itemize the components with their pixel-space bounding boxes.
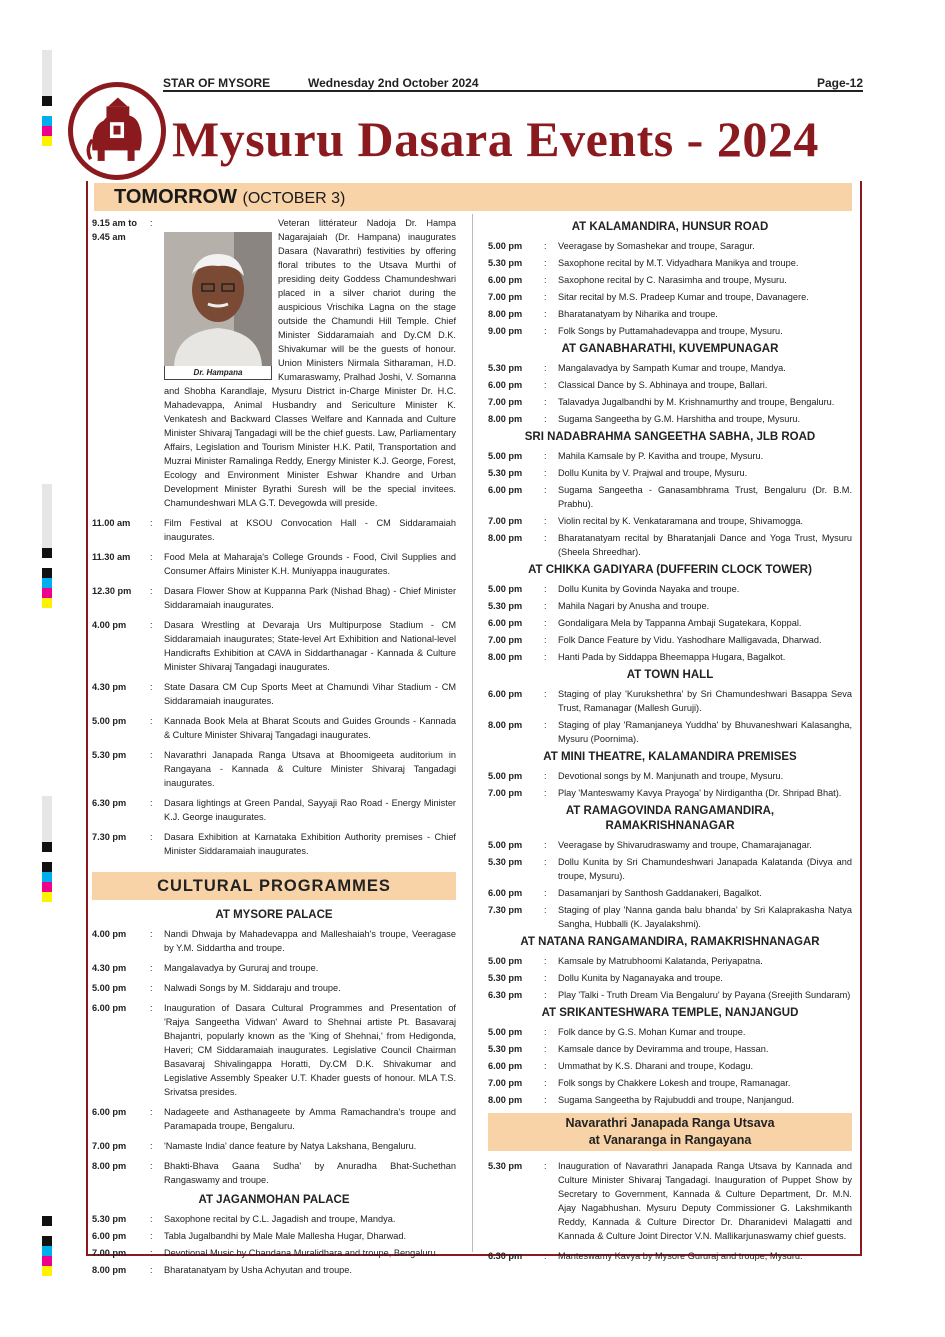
event-row: 5.30 pm : Saxophone recital by M.T. Vidyadhara Manikya and troupe. [488,256,852,270]
event-time: 7.00 pm [488,292,523,302]
registration-marks-middle [42,484,52,608]
event-time: 6.30 pm [488,1251,523,1261]
event-time: 6.00 pm [488,618,523,628]
event-description: Bharatanatyam by Niharika and troupe. [558,309,718,319]
event-row: 7.00 pm : Sitar recital by M.S. Pradeep Kumar and troupe, Davanagere. [488,290,852,304]
event-time: 6.00 pm [488,485,523,495]
publication-name: STAR OF MYSORE [163,76,271,90]
event-row: 6.30 pm : Dasara lightings at Green Pandal, Sayyaji Rao Road - Energy Minister K.J. George inaugurates. [92,798,456,822]
event-time: 8.00 pm [488,1095,523,1105]
event-description: Inauguration of Dasara Cultural Programmes and Presentation of 'Rajya Sangeetha Vidwan' Award to Shehnai artiste Pt. Basavaraj Bhajantri, popularly known as the 'King of Shehnai,' from Hedigonda, Haveri; CM Siddaramaiah inaugurates. Legislative Council Chairman Basavaraj Shivalingappa Horatti, Dy.CM D.K. Shivakumar and Legislative Assembly Speaker U.T. Khader guests of honour. MLA T.S. Srivatsa presides. [164,1003,456,1097]
event-description: Devotional Music by Chandana Muralidhara and troupe, Bengaluru. [164,1248,439,1258]
event-time: 5.00 pm [488,956,523,966]
page-number: Page-12 [816,76,863,90]
event-row: 6.00 pm : Dasamanjari by Santhosh Gaddanakeri, Bagalkot. [488,886,852,900]
event-time: 5.00 pm [488,584,523,594]
event-time: 8.00 pm [488,533,523,543]
venue-heading: AT MINI THEATRE, KALAMANDIRA PREMISES [543,751,797,763]
event-row: 6.00 pm : Ummathat by K.S. Dharani and troupe, Kodagu. [488,1059,852,1073]
event-row: 8.00 pm : Bhakti-Bhava Gaana Sudha' by Anuradha Bhat-Suchethan Rangaswamy and troupe. [92,1161,456,1185]
event-row: 5.00 pm : Devotional songs by M. Manjunath and troupe, Mysuru. [488,769,852,783]
event-description: Food Mela at Maharaja's College Grounds - Food, Civil Supplies and Consumer Affairs Minister K.H. Muniyappa inaugurates. [164,552,456,576]
cultural-programmes-heading: CULTURAL PROGRAMMES [92,872,456,900]
event-row: 5.30 pm : Dollu Kunita by Sri Chamundeshwari Janapada Kalatanda (Divya and troupe, Mysuru). [488,857,852,881]
event-description: Dollu Kunita by V. Prajwal and troupe, Mysuru. [558,468,748,478]
event-row: 6.00 pm : Classical Dance by S. Abhinaya and troupe, Ballari. [488,378,852,392]
tomorrow-banner [94,183,852,211]
event-row: 6.30 pm : Manteswamy Kavya by Mysore Gururaj and troupe, Mysuru. [488,1249,852,1263]
event-description: Dasara lightings at Green Pandal, Sayyaji Rao Road - Energy Minister K.J. George inaugurates. [164,798,456,822]
event-description: Play 'Talki - Truth Dream Via Bengaluru' by Payana (Sreejith Sundaram) [558,990,851,1000]
event-time: 7.00 pm [488,1078,523,1088]
event-time: 5.30 pm [92,750,127,760]
right-column [488,216,852,1269]
event-row: 6.00 pm : Gondaligara Mela by Tappanna Ambaji Sugatekara, Koppal. [488,616,852,630]
event-description [164,216,456,510]
event-time: 4.30 pm [92,682,127,692]
event-row: 8.00 pm : Bharatanatyam recital by Bharatanjali Dance and Yoga Trust, Mysuru (Sheela Shreedhar). [488,533,852,557]
rangayana-heading-line1: Navarathri Janapada Ranga Utsava [565,1116,775,1130]
event-row: 5.30 pm : Dollu Kunita by Naganayaka and troupe. [488,971,852,985]
venue-heading: AT JAGANMOHAN PALACE [198,1194,350,1206]
event-row: 9.00 pm : Folk Songs by Puttamahadevappa and troupe, Mysuru. [488,324,852,338]
hampana-photo-block [164,232,272,382]
event-time: 6.00 pm [92,1231,127,1241]
event-time: 7.30 pm [92,832,127,842]
venue-heading: AT NATANA RANGAMANDIRA, RAMAKRISHNANAGAR [520,936,820,948]
event-time: 12.30 pm [92,586,132,596]
event-time: 11.00 am [92,518,131,528]
event-row: 5.00 pm : Dollu Kunita by Govinda Nayaka and troupe. [488,582,852,596]
event-row: 5.30 pm : Kamsale dance by Deviramma and troupe, Hassan. [488,1042,852,1056]
photo-caption: Dr. Hampana [164,366,272,380]
event-description: Hanti Pada by Siddappa Bheemappa Hugara, Bagalkot. [558,652,786,662]
event-description: Devotional songs by M. Manjunath and troupe, Mysuru. [558,771,784,781]
event-description: Folk dance by G.S. Mohan Kumar and troupe. [558,1027,746,1037]
event-description: State Dasara CM Cup Sports Meet at Chamundi Vihar Stadium - CM Siddaramaiah inaugurates. [164,682,456,706]
event-description: Dasara Wrestling at Devaraja Urs Multipurpose Stadium - CM Siddaramaiah inaugurates; State-level Art Exhibition and National-level Handicrafts Exhibition at CAVA in Siddarthanagar - Kannada & Culture Minister Shivaraj Tangadagi inaugurates. [164,620,456,672]
event-row: 12.30 pm : Dasara Flower Show at Kuppanna Park (Nishad Bhag) - Chief Minister Siddaramaiah inaugurates. [92,586,456,610]
event-row: 4.30 pm : Mangalavadya by Gururaj and troupe. [92,961,456,975]
event-row: 7.30 pm : Dasara Exhibition at Karnataka Exhibition Authority premises - Chief Minister Siddaramaiah inaugurates. [92,832,456,856]
event-time: 5.30 pm [488,857,523,867]
event-description: Dollu Kunita by Naganayaka and troupe. [558,973,723,983]
venue-heading: SRI NADABRAHMA SANGEETHA SABHA, JLB ROAD [524,431,816,443]
event-description: Mahila Kamsale by P. Kavitha and troupe, Mysuru. [558,451,764,461]
event-description: Violin recital by K. Venkataramana and troupe, Shivamogga. [558,516,803,526]
registration-marks-top [42,50,52,146]
event-time: 5.30 pm [92,1214,127,1224]
event-time: 8.00 pm [92,1161,127,1171]
event-description: Saxophone recital by M.T. Vidyadhara Manikya and troupe. [558,258,799,268]
event-description: Sitar recital by M.S. Pradeep Kumar and troupe, Davanagere. [558,292,809,302]
column-divider [472,214,473,1252]
event-description: Sugama Sangeetha - Ganasambhrama Trust, Bengaluru (Dr. B.M. Prabhu). [558,485,852,509]
event-description: Navarathri Janapada Ranga Utsava at Bhoomigeeta auditorium in Rangayana - Kannada & Culture Minister Shivaraj Tangadagi inaugurates. [164,750,456,788]
venue-heading: AT CHIKKA GADIYARA (DUFFERIN CLOCK TOWER) [528,564,812,576]
event-time: 7.00 pm [92,1141,127,1151]
event-description: Sugama Sangeetha by Rajubuddi and troupe, Nanjangud. [558,1095,794,1105]
event-row: 8.00 pm : Bharatanatyam by Niharika and troupe. [488,307,852,321]
event-time: 5.00 pm [488,771,523,781]
event-time: 8.00 pm [488,309,523,319]
event-row: 5.30 pm : Navarathri Janapada Ranga Utsava at Bhoomigeeta auditorium in Rangayana - Kannada & Culture Minister Shivaraj Tangadagi inaugurates. [92,750,456,788]
tomorrow-label: TOMORROW [114,186,237,208]
event-description: Dollu Kunita by Govinda Nayaka and troupe. [558,584,740,594]
event-description: Nadageete and Asthanageete by Amma Ramachandra's troupe and Paramapada troupe, Bengaluru. [164,1107,456,1131]
event-time: 6.00 pm [488,689,523,699]
event-description: Mangalavadya by Gururaj and troupe. [164,963,319,973]
event-description: Veeragase by Shivarudraswamy and troupe, Chamarajanagar. [558,840,812,850]
page-header [163,76,863,92]
event-time: 5.00 pm [92,983,127,993]
event-row: 6.00 pm : Staging of play 'Kurukshethra' by Sri Chamundeshwari Basappa Seva Trust, Ramanagar (Mallesh Guruji). [488,689,852,713]
event-time: 5.30 pm [488,258,523,268]
event-description: Dasamanjari by Santhosh Gaddanakeri, Bagalkot. [558,888,762,898]
issue-date: Wednesday 2nd October 2024 [308,76,479,90]
event-time: 4.00 pm [92,929,127,939]
event-description: Play 'Manteswamy Kavya Prayoga' by Nirdigantha (Dr. Shripad Bhat). [558,788,842,798]
event-time: 5.30 pm [488,1161,523,1171]
event-time: 7.00 pm [488,516,523,526]
event-row: 7.00 pm : Talavadya Jugalbandhi by M. Krishnamurthy and troupe, Bengaluru. [488,395,852,409]
venue-heading: AT KALAMANDIRA, HUNSUR ROAD [571,221,769,233]
event-time: 8.00 pm [92,1265,127,1275]
event-row: 6.00 pm : Inauguration of Dasara Cultural Programmes and Presentation of 'Rajya Sangeetha Vidwan' Award to Shehnai artiste Pt. Basavaraj Bhajantri, popularly known as the 'King of Shehnai,' from Hedigonda, Haveri; CM Siddaramaiah inaugurates. Legislative Council Chairman Basavaraj Shivalingappa Horatti, Dy.CM D.K. Shivakumar and Legislative Assembly Speaker U.T. Khader guests of honour. MLA T.S. Srivatsa presides. [92,1003,456,1097]
event-description: Nalwadi Songs by M. Siddaraju and troupe. [164,983,341,993]
event-row: 8.00 pm : Hanti Pada by Siddappa Bheemappa Hugara, Bagalkot. [488,650,852,664]
event-description-text: Veteran littérateur Nadoja Dr. Hampa Nagarajaiah (Dr. Hampana) inaugurates Dasara (Navarathri) festivities by offering floral tributes to the Utsava Murthi of presiding deity Goddess Chamundeshwari placed in a silver chariot during the auspicious Vrischika Lagna on the stage outside the Chamundi Hill Temple. Chief Minister Siddaramaiah and Dy.CM D.K. Shivakumar will be the guests of honour. Union Ministers Nirmala Sitharaman, H.D. Kumaraswamy, Pralhad Joshi, V. Somanna and Shobha Karandlaje, Mysuru District in-Charge Minister Dr. H.C. Mahadevappa, Animal Husbandry and Sericulture Minister K. Venkatesh and Backward Classes Welfare and Kannada and Culture Minister Shivaraj Tangadagi will be the chief guests. Law, Parliamentary Affairs, Legislation and Tourism Minister H.K. Patil, Transportation and Muzrai Minister Ramalinga Reddy, Energy Minister K.J. George, Forest, Ecology and Environment Minister Eshwar Khandre and Urban Development Minister Byrathi Suresh will be the special invitees. Chamundeshwari MLA G.T. Devegowda will preside. [164,218,456,508]
event-row: 7.00 pm : Violin recital by K. Venkataramana and troupe, Shivamogga. [488,514,852,528]
event-row: 8.00 pm : Sugama Sangeetha by G.M. Harshitha and troupe, Mysuru. [488,412,852,426]
event-row: 5.00 pm : Veeragase by Shivarudraswamy and troupe, Chamarajanagar. [488,838,852,852]
event-description: Bhakti-Bhava Gaana Sudha' by Anuradha Bhat-Suchethan Rangaswamy and troupe. [164,1161,456,1185]
event-time: 9.00 pm [488,326,523,336]
event-description: Manteswamy Kavya by Mysore Gururaj and troupe, Mysuru. [558,1251,803,1261]
event-time: 7.00 pm [488,788,523,798]
event-description: Bharatanatyam by Usha Achyutan and troupe. [164,1265,352,1275]
event-time: 6.30 pm [488,990,523,1000]
event-row: 7.00 pm : Folk Dance Feature by Vidu. Yashodhare Malligavada, Dharwad. [488,633,852,647]
event-row: 6.00 pm : Sugama Sangeetha - Ganasambhrama Trust, Bengaluru (Dr. B.M. Prabhu). [488,485,852,509]
event-time: 4.30 pm [92,963,127,973]
event-row: 8.00 pm : Staging of play 'Ramanjaneya Yuddha' by Bhuvaneshwari Kalasangha, Mysuru (Poornima). [488,720,852,744]
event-description: Tabla Jugalbandhi by Male Male Mallesha Hugar, Dharwad. [164,1231,407,1241]
event-row: 5.30 pm : Dollu Kunita by V. Prajwal and troupe, Mysuru. [488,466,852,480]
event-description: Staging of play 'Kurukshethra' by Sri Chamundeshwari Basappa Seva Trust, Ramanagar (Mallesh Guruji). [558,689,852,713]
rangayana-heading [488,1113,852,1151]
event-row: 5.00 pm : Kannada Book Mela at Bharat Scouts and Guides Grounds - Kannada & Culture Minister Shivaraj Tangadagi inaugurates. [92,716,456,740]
event-description: Saxophone recital by C. Narasimha and troupe, Mysuru. [558,275,787,285]
event-row: 11.30 am : Food Mela at Maharaja's College Grounds - Food, Civil Supplies and Consumer Affairs Minister K.H. Muniyappa inaugurates. [92,552,456,576]
event-time: 6.00 pm [92,1107,127,1117]
event-description: Saxophone recital by C.L. Jagadish and troupe, Mandya. [164,1214,396,1224]
event-description: Kamsale by Matrubhoomi Kalatanda, Periyapatna. [558,956,763,966]
event-row: 5.00 pm : Folk dance by G.S. Mohan Kumar and troupe. [488,1025,852,1039]
event-row: 5.00 pm : Veeragase by Somashekar and troupe, Saragur. [488,239,852,253]
event-description: Folk songs by Chakkere Lokesh and troupe, Ramanagar. [558,1078,791,1088]
event-description: Bharatanatyam recital by Bharatanjali Dance and Yoga Trust, Mysuru (Sheela Shreedhar). [558,533,852,557]
event-time: 8.00 pm [488,414,523,424]
event-description: Dasara Flower Show at Kuppanna Park (Nishad Bhag) - Chief Minister Siddaramaiah inaugurates. [164,586,456,610]
event-time: 6.30 pm [92,798,127,808]
page-title: Mysuru Dasara Events - 2024 [172,111,819,167]
event-time: 5.30 pm [488,468,523,478]
event-row: 4.30 pm : State Dasara CM Cup Sports Meet at Chamundi Vihar Stadium - CM Siddaramaiah inaugurates. [92,682,456,706]
event-time: 6.00 pm [488,1061,523,1071]
event-row: 5.30 pm : Mangalavadya by Sampath Kumar and troupe, Mandya. [488,361,852,375]
event-row: 7.00 pm : Play 'Manteswamy Kavya Prayoga' by Nirdigantha (Dr. Shripad Bhat). [488,786,852,800]
rangayana-heading-line2: at Vanaranga in Rangayana [588,1133,752,1147]
event-row: 11.00 am : Film Festival at KSOU Convocation Hall - CM Siddaramaiah inaugurates. [92,518,456,542]
event-time: 5.30 pm [488,601,523,611]
event-time: 7.00 pm [488,635,523,645]
event-description: Kamsale dance by Deviramma and troupe, Hassan. [558,1044,769,1054]
event-row: 6.00 pm : Saxophone recital by C. Narasimha and troupe, Mysuru. [488,273,852,287]
event-row: 4.00 pm : Dasara Wrestling at Devaraja Urs Multipurpose Stadium - CM Siddaramaiah inaugurates; State-level Art Exhibition and National-level Handicrafts Exhibition at CAVA in Siddarthanagar - Kannada & Culture Minister Shivaraj Tangadagi inaugurates. [92,620,456,672]
event-time: 6.00 pm [488,380,523,390]
event-time: 11.30 am [92,552,131,562]
event-row: 5.30 pm : Inauguration of Navarathri Janapada Ranga Utsava by Kannada and Culture Minister Shivaraj Tangadagi. Inauguration of Puppet Show by Secretary to Government, Kannada & Culture Department, Dr. M.N. Ajay Nagabhushan. Mysuru Deputy Commissioner G. Lakshmikanth Reddy, Kannada & Culture Director Dr. Dharanidevi Malagatti and Kannada & Culture Joint Director V.N. Mallikarjunaswamy chief guests. [488,1161,852,1241]
event-row: 5.30 pm : Saxophone recital by C.L. Jagadish and troupe, Mandya. [92,1212,456,1226]
event-time: 8.00 pm [488,720,523,730]
event-description: Ummathat by K.S. Dharani and troupe, Kodagu. [558,1061,754,1071]
event-description: Nandi Dhwaja by Mahadevappa and Malleshaiah's troupe, Veeragase by Y.M. Siddartha and troupe. [164,929,456,953]
event-row: 5.00 pm : Mahila Kamsale by P. Kavitha and troupe, Mysuru. [488,449,852,463]
event-time: 5.30 pm [488,1044,523,1054]
event-description: Film Festival at KSOU Convocation Hall - CM Siddaramaiah inaugurates. [164,518,456,542]
event-row: 8.00 pm : Bharatanatyam by Usha Achyutan and troupe. [92,1263,456,1277]
event-time: 5.30 pm [488,363,523,373]
event-row: 7.00 pm : Folk songs by Chakkere Lokesh and troupe, Ramanagar. [488,1076,852,1090]
event-time: 5.00 pm [488,241,523,251]
event-description: Veeragase by Somashekar and troupe, Saragur. [558,241,755,251]
event-description: Dollu Kunita by Sri Chamundeshwari Janapada Kalatanda (Divya and troupe, Mysuru). [558,857,852,881]
event-time: 7.00 pm [488,397,523,407]
venue-heading: AT TOWN HALL [626,669,714,681]
event-time: 9.15 am to 9.45 am [92,218,137,242]
event-row: 7.00 pm : Devotional Music by Chandana Muralidhara and troupe, Bengaluru. [92,1246,456,1260]
event-description: Mangalavadya by Sampath Kumar and troupe, Mandya. [558,363,786,373]
tomorrow-date: (OCTOBER 3) [242,190,346,207]
event-time: 8.00 pm [488,652,523,662]
event-row: 7.30 pm : Staging of play 'Nanna ganda balu bhanda' by Sri Kalaprakasha Natya Sangha, Hubballi (K. Jayalakshmi). [488,905,852,929]
event-description: Mahila Nagari by Anusha and troupe. [558,601,710,611]
event-time: 5.00 pm [488,1027,523,1037]
event-time: 5.00 pm [488,451,523,461]
left-column [92,216,456,1280]
event-description: 'Namaste India' dance feature by Natya Lakshana, Bengaluru. [164,1141,417,1151]
event-description: Talavadya Jugalbandhi by M. Krishnamurthy and troupe, Bengaluru. [558,397,835,407]
event-description: Staging of play 'Ramanjaneya Yuddha' by Bhuvaneshwari Kalasangha, Mysuru (Poornima). [558,720,852,744]
event-row: 5.00 pm : Kamsale by Matrubhoomi Kalatanda, Periyapatna. [488,954,852,968]
event-description: Inauguration of Navarathri Janapada Ranga Utsava by Kannada and Culture Minister Shivaraj Tangadagi. Inauguration of Puppet Show by Secretary to Government, Kannada & Culture Department, Dr. M.N. Ajay Nagabhushan. Mysuru Deputy Commissioner G. Lakshmikanth Reddy, Kannada & Culture Director Dr. Dharanidevi Malagatti and Kannada & Culture Joint Director V.N. Mallikarjunaswamy chief guests. [558,1161,852,1241]
event-time: 7.00 pm [92,1248,127,1258]
event-description: Folk Songs by Puttamahadevappa and troupe, Mysuru. [558,326,783,336]
event-time: 6.00 pm [488,275,523,285]
venue-heading: AT SRIKANTESHWARA TEMPLE, NANJANGUD [541,1007,799,1019]
event-time: 5.00 pm [92,716,127,726]
dasara-elephant-logo [68,82,166,180]
registration-marks-bottom [42,1216,52,1276]
event-time: 6.00 pm [92,1003,127,1013]
event-row: 6.00 pm : Nadageete and Asthanageete by Amma Ramachandra's troupe and Paramapada troupe, Bengaluru. [92,1107,456,1131]
event-time: 4.00 pm [92,620,127,630]
event-row: 5.30 pm : Mahila Nagari by Anusha and troupe. [488,599,852,613]
event-row: 6.30 pm : Play 'Talki - Truth Dream Via Bengaluru' by Payana (Sreejith Sundaram) [488,990,851,1000]
event-time: 5.00 pm [488,840,523,850]
event-description: Dasara Exhibition at Karnataka Exhibition Authority premises - Chief Minister Siddaramaiah inaugurates. [164,832,456,856]
event-description: Staging of play 'Nanna ganda balu bhanda' by Sri Kalaprakasha Natya Sangha, Hubballi (K. Jayalakshmi). [558,905,852,929]
event-time: 5.30 pm [488,973,523,983]
event-description: Folk Dance Feature by Vidu. Yashodhare Malligavada, Dharwad. [558,635,822,645]
event-row: 4.00 pm : Nandi Dhwaja by Mahadevappa and Malleshaiah's troupe, Veeragase by Y.M. Siddartha and troupe. [92,929,456,953]
venue-heading: AT RAMAGOVINDA RANGAMANDIRA, RAMAKRISHNANAGAR [565,805,775,832]
event-description: Gondaligara Mela by Tappanna Ambaji Sugatekara, Koppal. [558,618,802,628]
event-description: Kannada Book Mela at Bharat Scouts and Guides Grounds - Kannada & Culture Minister Shivaraj Tangadagi inaugurates. [164,716,456,740]
event-row: 8.00 pm : Sugama Sangeetha by Rajubuddi and troupe, Nanjangud. [488,1093,852,1107]
registration-marks-lower [42,796,52,902]
event-description: Sugama Sangeetha by G.M. Harshitha and troupe, Mysuru. [558,414,801,424]
event-row: 6.00 pm : Tabla Jugalbandhi by Male Male Mallesha Hugar, Dharwad. [92,1229,456,1243]
event-time: 7.30 pm [488,905,523,915]
event-row: 7.00 pm : 'Namaste India' dance feature by Natya Lakshana, Bengaluru. [92,1139,456,1153]
event-time: 6.00 pm [488,888,523,898]
event-description: Classical Dance by S. Abhinaya and troupe, Ballari. [558,380,768,390]
venue-heading: AT GANABHARATHI, KUVEMPUNAGAR [561,343,779,355]
venue-heading: AT MYSORE PALACE [215,909,333,921]
event-row: 9.15 am to 9.45 am : Dr. Hampana Veteran littérateur Nadoja Dr. Hampa Nagarajaiah (Dr. Hampana) inaugurates Dasara (Navarathri) festivities by offering floral tributes to the Utsava Murthi of presiding deity Goddess Chamundeshwari placed in a silver chariot during the auspicious Vrischika Lagna on the stage outside the Chamundi Hill Temple. Chief Minister Siddaramaiah and Dy.CM D.K. Shivakumar will be the guests of honour. Union Ministers Nirmala Sitharaman, H.D. Kumaraswamy, Pralhad Joshi, V. Somanna and Shobha Karandlaje, Mysuru District in-Charge Minister Dr. H.C. Mahadevappa, Animal Husbandry and Sericulture Minister K. Venkatesh and Backward Classes Welfare and Kannada and Culture Minister Shivaraj Tangadagi will be the chief guests. Law, Parliamentary Affairs, Legislation and Tourism Minister H.K. Patil, Transportation and Muzrai Minister Ramalinga Reddy, Energy Minister K.J. George, Forest, Ecology and Environment Minister Eshwar Khandre and Urban Development Minister Byrathi Suresh will be the special invitees. Chamundeshwari MLA G.T. Devegowda will preside. [92,218,456,508]
hampana-photo [164,232,272,366]
event-row: 5.00 pm : Nalwadi Songs by M. Siddaraju and troupe. [92,981,456,995]
